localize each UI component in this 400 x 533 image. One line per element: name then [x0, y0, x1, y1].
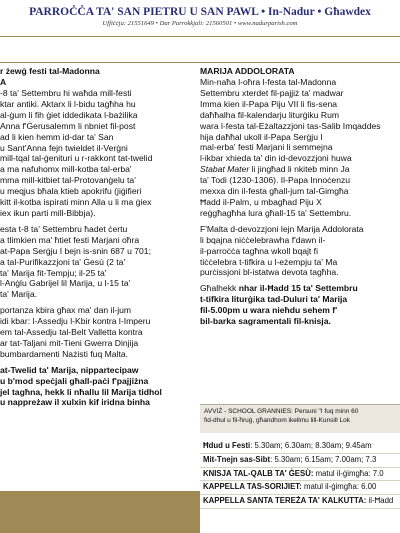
schedule-times: : 5.30am; 6.15am; 7.00am; 7.3 [270, 454, 377, 464]
left-column [0, 66, 200, 484]
article-heading: r żewġ festi tal-Madonna [0, 66, 100, 76]
gold-band [0, 491, 200, 533]
mass-schedule [200, 440, 400, 533]
paragraph-addolorata-3 [200, 283, 400, 327]
bold-line: nhar il-Ħadd 15 ta' Settembru [238, 283, 358, 294]
schedule-row [200, 454, 400, 468]
schedule-label: KAPPELLA SANTA TEREŻA TA' KALKUTTA: [203, 496, 367, 506]
text-line: F'Malta d-devozzjoni lejn Marija Addolorata [200, 223, 364, 234]
text-line: at-Papa Serġju I bejn is-snin 687 u 701; [0, 245, 151, 256]
text-line: mill-tqal tal-ġenituri u r-rakkont tat-twelid [0, 153, 153, 164]
bold-line: fil-5.00pm u wara nieħdu sehem f' [200, 305, 338, 316]
text-line: ta' Marija. [0, 289, 37, 300]
parish-contact: Uffiċċju: 21551649 • Dar Parrokkjali: 21560501 • www.nadurparish.com [102, 20, 298, 27]
text-line: Ħadd il-Palm, u mbagħad Piju X [200, 196, 322, 207]
schedule-label: KAPPELLA TAS-SORIJIET: [203, 482, 302, 492]
paragraph-4 [0, 365, 200, 409]
text-line: kitt il-kotba ispirati minn Alla u li ma ġiex [0, 197, 152, 208]
text-line: reġgħagħha lura għall-15 ta' Settembru. [200, 207, 352, 218]
schedule-times: matul il-ġimgħa: 7.0 [313, 468, 384, 478]
notice-line: fid-dhul u fil-ħruġ, għandhom ikellmu lill-Kunsill Lok [204, 417, 350, 424]
right-column [200, 66, 400, 401]
schedule-label: Mit-Tnejn sas-Sibt [203, 454, 271, 464]
text-line: wara l-festa tal-Eżaltazzjoni tas-Salib Imqaddes [200, 120, 381, 131]
schedule-times: il-Ħadd [366, 496, 394, 506]
section-divider [0, 62, 400, 63]
text-line: ta' Marija fit-Tempju; il-25 ta' [0, 267, 107, 278]
notice-line: AVVIŻ - SCHOOL GRANNIES: Persuni "I fuq minn 60 [204, 408, 359, 415]
text-line: -8 ta' Settembru hi waħda mill-festi [0, 88, 132, 98]
text-line: bumbardamenti Nażisti fuq Malta. [0, 348, 129, 359]
paragraph-1 [0, 88, 200, 219]
text-line: u nappreżaw il xulxin kif iridna binha [0, 397, 150, 408]
text-line: purċissjoni bl-istatwa devota tagħha. [200, 267, 339, 278]
text-line: ta' Todi (1230-1306). Il-Papa Innoċenzu [200, 175, 351, 186]
schedule-row [200, 440, 400, 454]
text-line: hija daħħal ukoll il-Papa Serġju I [200, 131, 323, 142]
text-line: em tal-Assedju tal-Belt Valletta kontra [0, 327, 143, 338]
paragraph-addolorata-1 [200, 77, 400, 219]
text-line: esta t-8 ta' Settembru ħadet ċertu [0, 223, 128, 234]
text-line: mma mill-kitbiet tal-Protovanġelu ta' [0, 175, 136, 186]
paragraph-2 [0, 224, 200, 300]
intro-text: Għalhekk [200, 283, 239, 294]
text-line: portanza kbira għax ma' dan il-jum [0, 305, 132, 316]
text-line: al-ġum li fih ġiet iddedikata l-bażilika [0, 109, 138, 120]
text-line: daħħalha fil-kalendarju liturġiku Rum [200, 109, 340, 120]
text-line: a tal-Purifikazzjoni ta' Ġesù (2 ta' [0, 256, 126, 267]
text-line: ar tat-Taljani mit-Tieni Gwerra Dinjija [0, 337, 139, 348]
text-line: idi kbar: l-Assedju l-Kbir kontra l-Imperu [0, 316, 151, 327]
text-line: l-ikbar xhieda ta' din id-devozzjoni huwa [200, 153, 352, 164]
text-line: u Sant'Anna fejn twieldet il-Verġni [0, 142, 128, 153]
text-line: u meqjus bħala ktieb apokrifu (jiġifieri [0, 186, 142, 197]
text-line: tiċċelebra t-tifkira u l-eżempju ta' Ma [200, 256, 338, 267]
header-divider [0, 36, 400, 37]
section-heading-addolorata: MARIJA ADDOLORATA [200, 66, 295, 76]
text-line: a ma nafuhomx mill-kotba tal-erba' [0, 164, 132, 175]
text-line: Stabat Mater li jingħad li nkiteb minn Ja [200, 164, 350, 175]
text-line: u b'mod speċjali għall-paċi f'pajjiżna [0, 375, 149, 386]
bold-line: bil-barka sagramentali fil-knisja. [200, 316, 331, 327]
text-line: ktar antiki. Aktarx li l-bidu tagħha hu [0, 98, 136, 109]
newsletter-header [0, 0, 400, 36]
schedule-row [200, 495, 400, 509]
schedule-times: : 5.30am; 6.30am; 8.30am; 9.45am [250, 441, 372, 450]
text-line: at-Twelid ta' Marija, nippartecipaw [0, 364, 139, 375]
schedule-label: KNISJA TAL-QALB TA' ĠESÙ: [203, 468, 314, 478]
schedule-times: matul il-ġimgħa: 6.00 [301, 482, 377, 492]
school-grannies-notice [200, 404, 400, 433]
schedule-row [200, 481, 400, 495]
schedule-label: Ħdud u Festi [203, 441, 251, 450]
text-line: iex ikun parti mill-Bibbja). [0, 207, 96, 218]
parish-title: PARROĊĊA TA' SAN PIETRU U SAN PAWL • In-Nadur • Għawdex [29, 6, 371, 18]
paragraph-3 [0, 305, 200, 360]
paragraph-addolorata-2 [200, 224, 400, 279]
text-line: Anna f'Ġerusalemm li nbniet fil-post [0, 120, 136, 131]
text-line: mal-erba' festi Marjani li semmejna [200, 142, 333, 153]
text-line: a tlimkien ma' ħtiet festi Marjani oħra [0, 234, 140, 245]
text-line: li bqajna niċċelebrawha f'dawn il- [200, 234, 326, 245]
bold-line: t-tifkira liturġika tad-Duluri ta' Marija [200, 294, 348, 305]
text-line: il-parroċċa tagħna wkoll bqajt fi [200, 245, 318, 256]
text-line: Settembru xterdet fil-pajjiż ta' madwar [200, 87, 344, 98]
section-heading: A [0, 77, 7, 87]
text-line: Imma kien il-Papa Piju VII li fis-sena [200, 98, 338, 109]
text-line: jel tagħna, hekk li nħallu lil Marija tidhol [0, 386, 162, 397]
schedule-row [200, 468, 400, 482]
text-line: Min-naħa l-oħra l-festa tal-Madonna [200, 77, 337, 87]
text-line: l-Anġlu Gabrijel lil Marija, u l-15 ta' [0, 278, 131, 289]
text-line: mexxa din il-festa għall-jum tal-Ġimgħa [200, 186, 349, 197]
text-line: ad li kien hemm id-dar ta' San [0, 131, 114, 142]
